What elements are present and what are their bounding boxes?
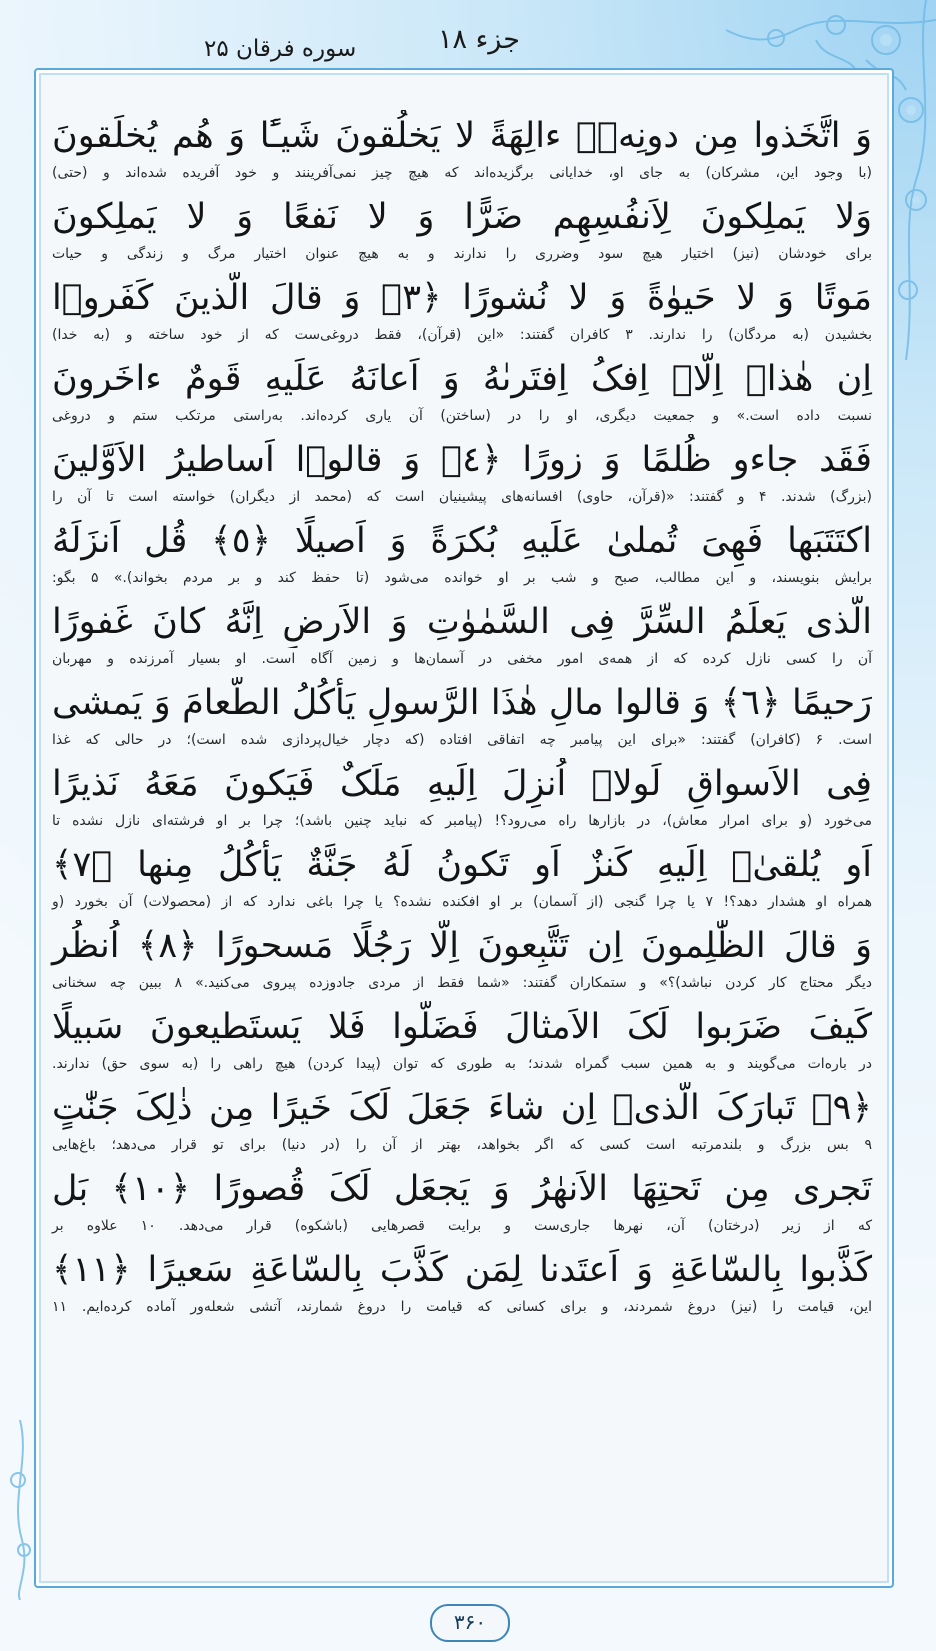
persian-translation: همراه او هشدار دهد؟! ۷ یا چرا گنجی (از آسمان) بر او افکنده نشده؟ یا چرا باغی ندارد که از (محصولات) آن بخورد (و bbox=[52, 894, 872, 910]
persian-translation: این، قیامت را (نیز) دروغ شمردند، و برای کسانی که قیامت را دروغ شمارند، آتشی شعله‌ور آماده کرده‌ایم. ۱۱ bbox=[52, 1299, 872, 1315]
arabic-text: کَیفَ ضَرَبوا لَکَ الاَمثالَ فَضَلّوا فَلا یَستَطیعونَ سَبیلًا bbox=[52, 1007, 872, 1047]
verse-line-15 bbox=[44, 1244, 880, 1318]
arabic-text: اِن هٰذاۤ اِلّاۤ اِفکُ اِفتَرىٰهُ وَ اَعانَهُ عَلَیهِ قَومٌ ءاخَرونَ bbox=[52, 359, 872, 399]
verse-lines bbox=[44, 110, 880, 1325]
arabic-text: ﴿٩﴾ تَبارَکَ الَّذیۤ اِن شاءَ جَعَلَ لَکَ خَیرًا مِن ذٰلِکَ جَنّٰتٍ bbox=[52, 1088, 872, 1128]
verse-line-13 bbox=[44, 1082, 880, 1156]
verse-line-7 bbox=[44, 596, 880, 670]
persian-translation: برای خودشان (نیز) اختیار هیچ سود وضرری را ندارند و به هیچ عنوان اختیار مرگ و زندگی و حیات bbox=[52, 246, 872, 262]
persian-translation: (با وجود این، مشرکان) به جای او، خدایانی برگزیده‌اند که هیچ چیز نمی‌آفرینند و خود آفریده شده‌اند و (حتی) bbox=[52, 165, 872, 181]
arabic-text: الَّذی یَعلَمُ السِّرَّ فِی السَّمٰوٰتِ وَ الاَرضِ اِنَّهُ کانَ غَفورًا bbox=[52, 602, 872, 642]
surah-label: سوره فرقان ۲۵ bbox=[204, 36, 357, 62]
verse-line-11 bbox=[44, 920, 880, 994]
arabic-text: رَحیمًا ﴿٦﴾ وَ قالوا مالِ هٰذَا الرَّسولِ یَأکُلُ الطَّعامَ وَ یَمشی bbox=[52, 683, 872, 723]
persian-translation: برایش بنویسند، و این مطالب، صبح و شب بر او خوانده می‌شود (تا حفظ کند و بر مردم بخواند).» ۵ بگو: bbox=[52, 570, 873, 586]
verse-line-14 bbox=[44, 1163, 880, 1237]
verse-line-6 bbox=[44, 515, 880, 589]
verse-line-1 bbox=[44, 110, 880, 184]
persian-translation: است. ۶ (کافران) گفتند: «برای این پیامبر چه اتفاقی افتاده (که دچار خیال‌پردازی شده است)؛ در حالی که غذا bbox=[52, 732, 872, 748]
arabic-text: وَ قالَ الظّٰلِمونَ اِن تَتَّبِعونَ اِلّا رَجُلًا مَسحورًا ﴿٨﴾ اُنظُر bbox=[52, 926, 873, 966]
verse-line-9 bbox=[44, 758, 880, 832]
verse-line-4 bbox=[44, 353, 880, 427]
verse-line-3 bbox=[44, 272, 880, 346]
verse-line-2 bbox=[44, 191, 880, 265]
page-number: ۳۶۰ bbox=[430, 1604, 510, 1642]
arabic-text: وَلا یَملِکونَ لِاَنفُسِهِم ضَرًّا وَ لا نَفعًا وَ لا یَملِکونَ bbox=[52, 197, 872, 237]
persian-translation: (بزرگ) شدند. ۴ و گفتند: «(قرآن، حاوی) افسانه‌های پیشینیان است که (محمد از دیگران) خواسته است تا آن را bbox=[52, 489, 872, 505]
arabic-text: اَو یُلقىٰۤ اِلَیهِ کَنزٌ اَو تَکونُ لَهُ جَنَّةٌ یَأکُلُ مِنها ﴿٧﴾ bbox=[52, 845, 872, 885]
arabic-text: اکتَتَبَها فَهِیَ تُملىٰ عَلَیهِ بُکرَةً وَ اَصیلًا ﴿٥﴾ قُل اَنزَلَهُ bbox=[52, 521, 872, 561]
arabic-text: فَقَد جاءو ظُلمًا وَ زورًا ﴿٤﴾ وَ قالوۤا اَساطیرُ الاَوَّلینَ bbox=[52, 440, 872, 480]
verse-line-8 bbox=[44, 677, 880, 751]
persian-translation: در باره‌ات می‌گویند و به همین سبب گمراه شدند؛ به طوری که توان (پیدا کردن) هیچ راهی را (به سوی حق) ندارند. bbox=[52, 1056, 872, 1072]
arabic-text: تَجری مِن تَحتِهَا الاَنهٰرُ وَ یَجعَل لَکَ قُصورًا ﴿١٠﴾ بَل bbox=[52, 1169, 872, 1209]
verse-line-12 bbox=[44, 1001, 880, 1075]
persian-translation: می‌خورد (و برای امرار معاش)، در بازارها راه می‌رود؟! (پیامبر که نباید چنین باشد)؛ چرا بر او فرشته‌ای نازل نشده تا bbox=[52, 813, 872, 829]
persian-translation: که از زیر (درختان) آن، نهرها جاری‌ست و برایت قصرهایی (باشکوه) قرار می‌دهد. ۱۰ علاوه بر bbox=[52, 1218, 873, 1234]
arabic-text: فِی الاَسواقِ لَولاۤ اُنزِلَ اِلَیهِ مَلَکٌ فَیَکونَ مَعَهُ نَذیرًا bbox=[52, 764, 872, 804]
arabic-text: مَوتًا وَ لا حَیوٰةً وَ لا نُشورًا ﴿٣﴾ وَ قالَ الَّذینَ کَفَروۤا bbox=[52, 278, 872, 318]
verse-line-10 bbox=[44, 839, 880, 913]
persian-translation: نسبت داده است.» و جمعیت دیگری، او را در (ساختن) آن یاری کرده‌اند. به‌راستی مرتکب ستم و دروغی bbox=[52, 408, 872, 424]
persian-translation: دیگر محتاج کار کردن نباشد)؟» و ستمکاران گفتند: «شما فقط از مردی جادوزده پیروی می‌کنید.» ۸ ببین چه سخنانی bbox=[52, 975, 872, 991]
arabic-text: کَذَّبوا بِالسّاعَةِ وَ اَعتَدنا لِمَن کَذَّبَ بِالسّاعَةِ سَعیرًا ﴿١١﴾ bbox=[52, 1250, 872, 1290]
persian-translation: ۹ بس بزرگ و بلندمرتبه است کسی که اگر بخواهد، بهتر از آن را (در دنیا) برای تو قرار می‌دهد؛ باغ‌هایی bbox=[52, 1137, 872, 1153]
juz-label: جزء ۱۸ bbox=[438, 24, 520, 55]
arabic-text: وَ اتَّخَذوا مِن دونِهٖۤ ءالِهَةً لا یَخلُقونَ شَیـًٔا وَ هُم یُخلَقونَ bbox=[52, 116, 872, 156]
page-header bbox=[0, 14, 936, 64]
persian-translation: بخشیدن (به مردگان) را ندارند. ۳ کافران گفتند: «این (قرآن)، فقط دروغی‌ست که از خود ساخته و (به خدا) bbox=[52, 327, 873, 343]
verse-line-5 bbox=[44, 434, 880, 508]
persian-translation: آن را کسی نازل کرده که از همه‌ی امور مخفی در آسمان‌ها و زمین آگاه است. او بسیار آمرزنده و مهربان bbox=[52, 651, 872, 667]
